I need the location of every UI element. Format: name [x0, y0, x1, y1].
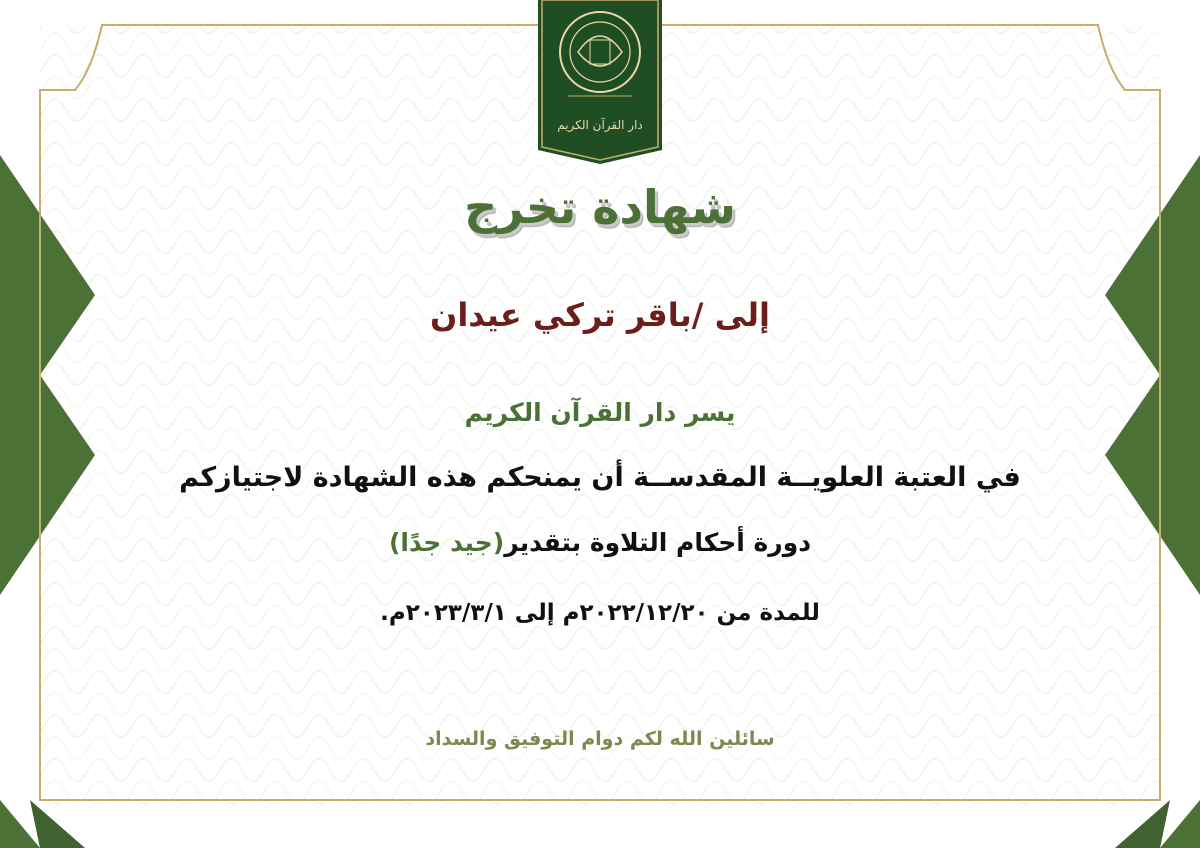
- grade-value: (جيد جدًا): [388, 528, 505, 557]
- certificate-title: شهادة تخرج: [464, 180, 736, 234]
- emblem-seal-icon: [538, 0, 662, 164]
- course-name: دورة أحكام التلاوة بتقدير: [504, 528, 812, 557]
- recipient-name: إلى /باقر تركي عيدان: [430, 296, 770, 334]
- period-line: للمدة من ٢٠٢٢/١٢/٢٠م إلى ٢٠٢٣/٣/١م.: [380, 600, 820, 626]
- course-line: [150, 528, 1050, 557]
- grant-line: في العتبة العلويــة المقدســة أن يمنحكم هذه الشهادة لاجتيازكم: [179, 462, 1021, 493]
- emblem-caption: دار القرآن الكريم: [557, 118, 643, 132]
- issuer-line: يسر دار القرآن الكريم: [464, 398, 736, 427]
- closing-line: سائلين الله لكم دوام التوفيق والسداد: [425, 728, 775, 750]
